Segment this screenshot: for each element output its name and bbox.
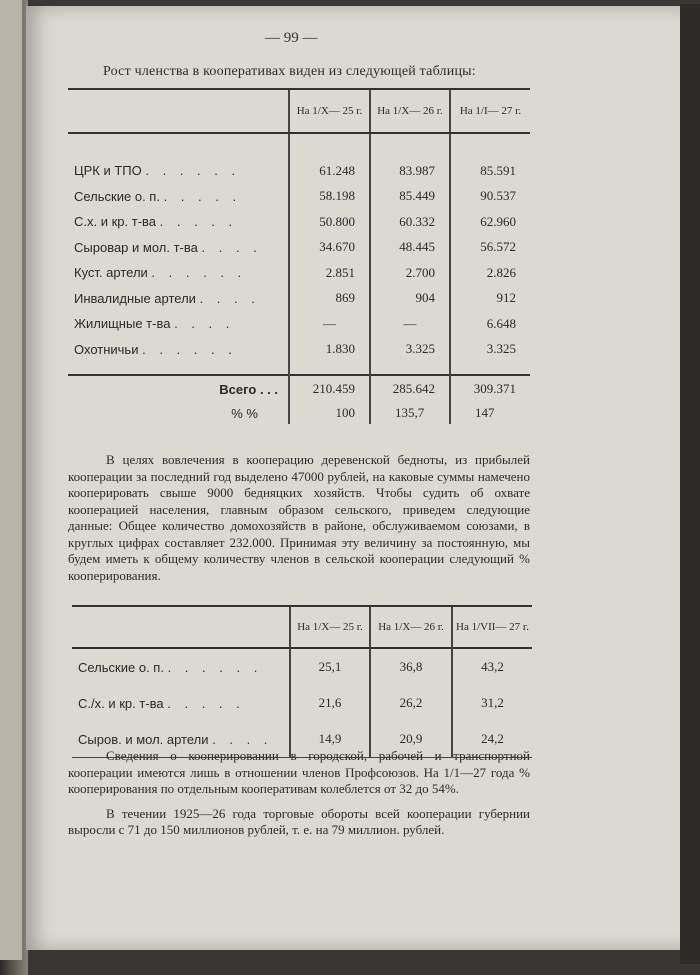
cell-value: 61.248 [289,158,370,184]
cell-value: 3.325 [450,337,530,363]
total-value: 309.371 [450,375,530,402]
intro-text: Рост членства в кооперативах виден из следующей таблицы: [103,64,476,79]
cell-value: — [289,311,370,337]
cell-value: 14,9 [290,721,370,758]
header-cell: На 1/VII— 27 г. [452,606,532,648]
percent-row [68,402,530,424]
row-label: ЦРК и ТПО . . . . . . [74,163,241,179]
cell-value: 31,2 [452,685,532,721]
percent-value: 147 [450,402,530,424]
header-blank [72,606,290,648]
percent-value: 100 [289,402,370,424]
cell-value: 83.987 [370,158,450,184]
table-row [72,648,532,685]
table-row [68,209,530,235]
paragraph-text: В целях вовлечения в кооперацию деревенской бедноты, из прибылей кооперации за последний год выделено 47000 рублей, на каковые суммы намечено кооперировать свыше 9000 бедняцких хозяйств. Чтобы судить об охвате кооперацией населения, главным образом сельского, приведем следующие данные: Общее количество домохозяйств в районе, обслуживаемом союзами, в круглых цифрах составляет 232.000. Принимая эту величину за постоянную, мы будем иметь к общему количеству членов в сельской кооперации следующий % кооперирования. [68,452,530,583]
cell-value: 20,9 [370,721,452,758]
closing-paragraphs [68,748,530,847]
row-label: Сыров. и мол. артели . . . . [72,721,290,758]
cell-value: 43,2 [452,648,532,685]
table-row [68,235,530,261]
row-label: Охотничьи . . . . . . [74,341,237,357]
table-row [68,286,530,312]
left-page-edge [0,0,22,960]
cell-value: 24,2 [452,721,532,758]
cell-value: 62.960 [450,209,530,235]
cell-value: 48.445 [370,235,450,261]
cell-value: 56.572 [450,235,530,261]
cell-value: 6.648 [450,311,530,337]
percent-value: 135,7 [370,402,450,424]
row-label: Куст. артели . . . . . . [74,265,247,281]
table-row [68,184,530,210]
table-header-row [68,89,530,133]
cell-value: 34.670 [289,235,370,261]
membership-table [68,88,530,424]
table-header-row [72,606,532,648]
cell-value: 1.830 [289,337,370,363]
row-label: С./х. и кр. т-ва . . . . . [78,695,245,711]
total-label: Всего . . . [68,375,289,402]
table-row [68,260,530,286]
table-row [68,337,530,363]
cell-value: 90.537 [450,184,530,210]
table-row [68,158,530,184]
cell-value: 85.449 [370,184,450,210]
book-cover-edge [680,4,700,964]
header-cell: На 1/X— 25 г. [289,89,370,133]
row-label: С.х. и кр. т-ва . . . . . [74,214,238,230]
cell-value: 58.198 [289,184,370,210]
table-row [68,311,530,337]
paragraph-cooperation-poor [68,452,530,584]
total-value: 210.459 [289,375,370,402]
cooperation-percent-table [72,605,532,758]
header-blank [68,89,289,133]
total-row [68,375,530,402]
cell-value: 21,6 [290,685,370,721]
row-label: Жилищные т-ва . . . . [74,316,235,332]
row-label: Инвалидные артели . . . . [74,290,260,306]
cell-value: 60.332 [370,209,450,235]
paragraph-text: В течении 1925—26 года торговые обороты всей кооперации губернии выросли с 71 до 150 миллионов рублей, т. е. на 79 миллион. рублей. [68,805,530,837]
paragraph-text: Сведения о кооперировании в городской, рабочей и транспортной кооперации имеются лишь в отношении членов Профсоюзов. На 1/1—27 года % кооперирования по отдельным кооперативам колеблется от 32 до 54%. [68,748,530,796]
row-label: Сыровар и мол. т-ва . . . . [74,239,262,255]
cell-value: 25,1 [290,648,370,685]
header-cell: На 1/I— 27 г. [450,89,530,133]
percent-label: % % [231,405,258,421]
cell-value: 50.800 [289,209,370,235]
cell-value: 26,2 [370,685,452,721]
cell-value: 3.325 [370,337,450,363]
row-label: Сельские о. п. . . . . . . [78,659,263,675]
cell-value: 2.826 [450,260,530,286]
cell-value: 36,8 [370,648,452,685]
table-row [72,685,532,721]
cell-value: 2.700 [370,260,450,286]
header-cell: На 1/X— 26 г. [370,89,450,133]
cell-value: — [370,311,450,337]
total-value: 285.642 [370,375,450,402]
page-number: — 99 — [265,30,318,46]
header-cell: На 1/X— 26 г. [370,606,452,648]
row-label: Сельские о. п. . . . . . [74,188,242,204]
cell-value: 912 [450,286,530,312]
cell-value: 85.591 [450,158,530,184]
cell-value: 869 [289,286,370,312]
header-cell: На 1/X— 25 г. [290,606,370,648]
cell-value: 2.851 [289,260,370,286]
cell-value: 904 [370,286,450,312]
